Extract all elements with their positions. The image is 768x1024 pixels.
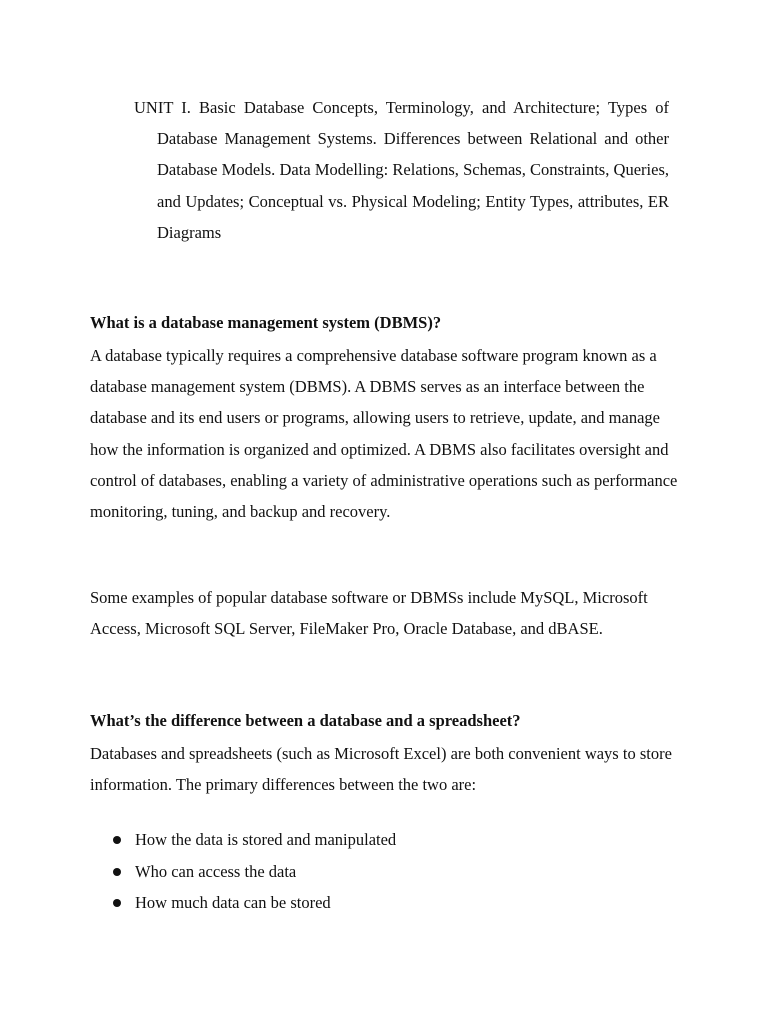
dbms-paragraph: A database typically requires a comprehensive database software program known as a database management system (DBMS). A DBMS serves as an interface between the database and its end users or programs, allowing users to retrieve, update, and manage how the information is organized and optimized. A DBMS also facilitates oversight and control of databases, enabling a variety of administrative operations such as performance monitoring, tuning, and backup and recovery. <box>90 346 678 522</box>
bullet-icon <box>113 836 121 844</box>
list-item <box>90 824 650 856</box>
unit-description <box>134 92 669 248</box>
dbms-section <box>90 312 680 527</box>
list-item-text: Who can access the data <box>135 861 297 881</box>
bullet-icon <box>113 868 121 876</box>
examples-section <box>90 582 680 644</box>
dbms-heading: What is a database management system (DBMS)? <box>90 313 442 332</box>
unit-text: UNIT I. Basic Database Concepts, Terminology, and Architecture; Types of Database Management Systems. Differences between Relational and other Database Models. Data Modelling: Relations, Schemas, Constraints, Queries, and Updates; Conceptual vs. Physical Modeling; Entity Types, attributes, ER Diagrams <box>134 98 669 242</box>
list-item-text: How the data is stored and manipulated <box>135 830 397 849</box>
bullet-icon <box>113 899 121 907</box>
list-item <box>90 856 650 888</box>
difference-heading: What’s the difference between a database and a spreadsheet? <box>90 711 521 730</box>
difference-bullet-list <box>90 824 650 919</box>
list-item <box>90 887 650 919</box>
list-item-text: How much data can be stored <box>135 893 331 912</box>
difference-paragraph: Databases and spreadsheets (such as Microsoft Excel) are both convenient ways to store information. The primary differences between the two are: <box>90 744 672 795</box>
examples-paragraph: Some examples of popular database software or DBMSs include MySQL, Microsoft Access, Microsoft SQL Server, FileMaker Pro, Oracle Database, and dBASE. <box>90 588 648 639</box>
difference-section <box>90 710 680 800</box>
